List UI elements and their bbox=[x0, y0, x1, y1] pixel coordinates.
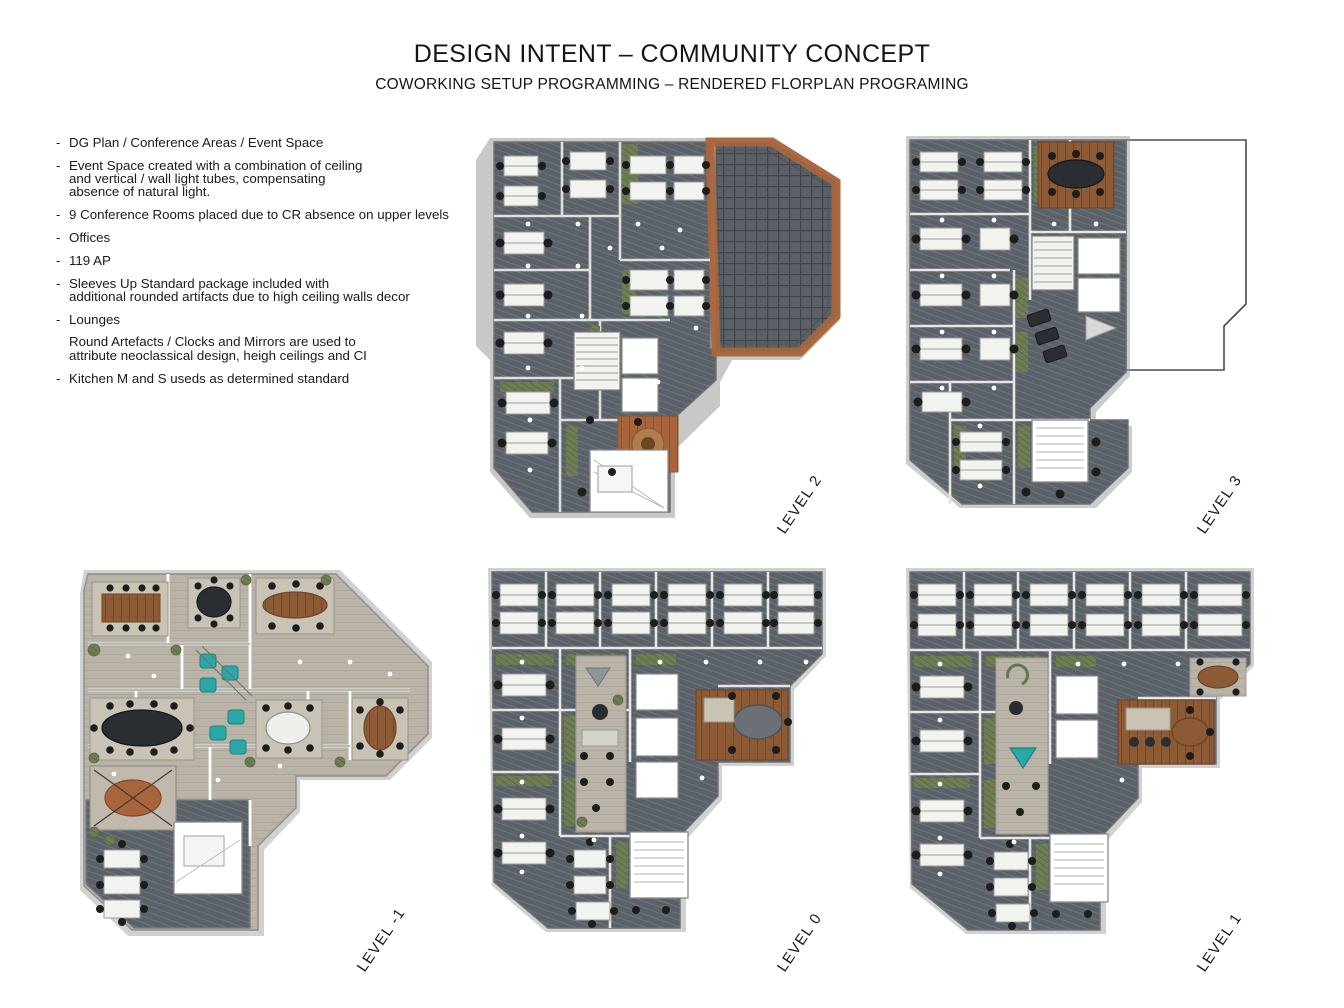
note-line: DG Plan / Conference Areas / Event Space bbox=[69, 135, 324, 150]
list-item bbox=[56, 313, 456, 326]
bullet-dash-icon: - bbox=[56, 157, 61, 173]
note-line: attribute neoclassical design, heigh ceilings and CI bbox=[69, 347, 367, 363]
floorplan-label: LEVEL 1 bbox=[1193, 909, 1246, 975]
note-line: Offices bbox=[69, 229, 111, 245]
note-line: additional rounded artifacts due to high ceiling walls bbox=[69, 288, 373, 304]
note-line: Round Artefacts / Clocks and Mirrors are used to bbox=[69, 334, 356, 350]
note-line: on upper levels bbox=[358, 207, 449, 223]
floorplan-level-2[interactable] bbox=[470, 120, 880, 540]
note-line: 119 AP bbox=[69, 252, 111, 268]
floorplan-label: LEVEL -1 bbox=[353, 904, 409, 975]
floorplan-label: LEVEL 0 bbox=[773, 909, 826, 975]
list-item bbox=[56, 136, 456, 149]
page-title: DESIGN INTENT – COMMUNITY CONCEPT bbox=[413, 40, 931, 68]
floorplan-level-minus-1[interactable] bbox=[50, 550, 460, 975]
list-item bbox=[56, 208, 456, 221]
design-notes-list bbox=[56, 136, 456, 394]
floorplan-label: LEVEL 2 bbox=[773, 471, 826, 537]
floorplan-level-1[interactable] bbox=[890, 550, 1300, 975]
bullet-dash-icon: - bbox=[56, 135, 61, 150]
list-item bbox=[56, 254, 456, 267]
note-line: and vertical / wall light tubes, compensating bbox=[69, 171, 326, 187]
page-subtitle: COWORKING SETUP PROGRAMMING – RENDERED FLORPLAN PROGRAMING bbox=[375, 76, 969, 93]
floorplan-level-0[interactable] bbox=[470, 550, 880, 975]
bullet-dash-icon: - bbox=[56, 207, 61, 223]
note-line: decor bbox=[376, 288, 410, 304]
bullet-dash-icon: - bbox=[56, 252, 61, 268]
bullet-dash-icon: - bbox=[56, 275, 61, 291]
bullet-dash-icon: - bbox=[56, 370, 61, 386]
note-line: Lounges bbox=[69, 311, 121, 327]
list-item bbox=[56, 231, 456, 244]
floorplan-level-3[interactable] bbox=[890, 120, 1300, 540]
sheet-header bbox=[0, 40, 1344, 94]
list-item bbox=[56, 277, 456, 304]
floorplan-label: LEVEL 3 bbox=[1193, 471, 1246, 537]
list-item bbox=[56, 159, 456, 199]
bullet-dash-icon: - bbox=[56, 311, 61, 327]
note-line: 9 Conference Rooms placed due to CR absence bbox=[69, 207, 356, 223]
note-line: Sleeves Up Standard package included with bbox=[69, 275, 330, 291]
note-line: Event Space created with a combination of ceiling bbox=[69, 157, 363, 173]
list-item bbox=[56, 372, 456, 385]
note-line: Kitchen M and S useds as determined standard bbox=[69, 370, 350, 386]
floorplan-level-1-drawing bbox=[890, 550, 1300, 970]
list-item bbox=[56, 335, 456, 362]
floorplan-level-0-drawing bbox=[470, 550, 880, 970]
note-line: absence of natural light. bbox=[69, 184, 211, 200]
bullet-dash-icon: - bbox=[56, 229, 61, 245]
